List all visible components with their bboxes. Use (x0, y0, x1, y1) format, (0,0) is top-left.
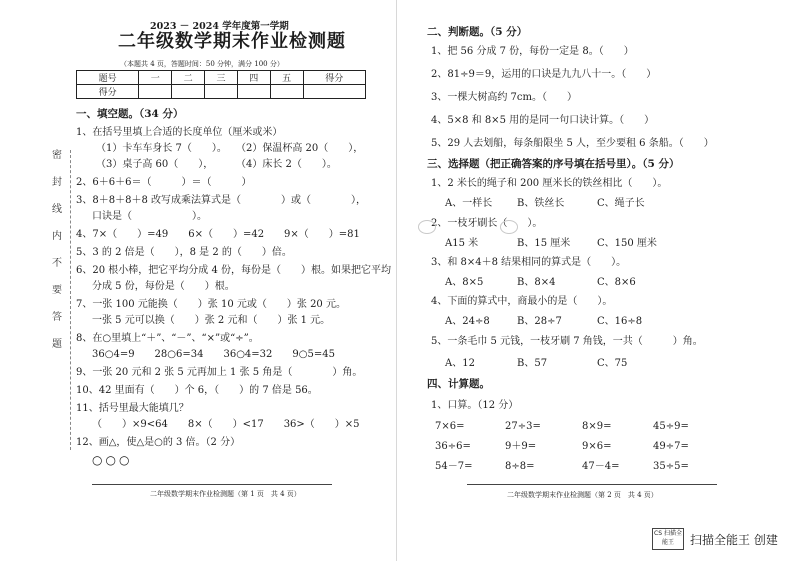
question-text: 4、5×8 和 8×5 用的是同一句口诀计算。（ ） (431, 115, 655, 126)
score-table (76, 70, 366, 99)
score-header-cell: 四 (237, 71, 270, 85)
question-text: （1）卡车车身长 7（ ）。 (96, 143, 227, 154)
binding-char: 要 (52, 285, 62, 296)
question-text: 36○4=9 28○6=34 36○4=32 9○5=45 (92, 349, 335, 360)
question-text: 10、42 里面有（ ）个 6，（ ）的 7 倍是 56。 (76, 385, 318, 396)
calc-item: 8×9= (582, 421, 612, 432)
calc-item: 9＋9= (505, 441, 537, 452)
binding-char: 密 (52, 150, 62, 161)
binding-char: 题 (52, 339, 62, 350)
score-cell (205, 85, 238, 99)
score-table-row (77, 85, 366, 99)
score-cell (270, 85, 303, 99)
binding-margin (44, 150, 71, 450)
page-footer: 二年级数学期末作业检测题（第 2 页 共 4 页） (507, 491, 658, 499)
question-text: 6、20 根小棒，把它平均分成 4 份，每份是（ ）根。如果把它平均 (76, 265, 391, 276)
question-text: 12、画△，使△是○的 3 倍。（2 分） (76, 437, 241, 448)
score-cell (237, 85, 270, 99)
question-text: （2）保温杯高 20（ ）， (236, 143, 364, 154)
footer-rule (92, 484, 332, 485)
question-text: 4、下面的算式中，商最小的是（ ）。 (431, 296, 613, 307)
question-text: 1、把 56 分成 7 份，每份一定是 8。（ ） (431, 46, 634, 57)
question-text: 2、81÷9＝9，运用的口诀是九九八十一。（ ） (431, 69, 657, 80)
score-cell (139, 85, 172, 99)
option-text: C、150 厘米 (597, 238, 657, 249)
question-text: 9、一张 20 元和 2 张 5 元再加上 1 张 5 角是（ ）角。 (76, 367, 363, 378)
binding-char: 封 (52, 177, 62, 188)
school-year: 2023 － 2024 学年度第一学期 (150, 21, 289, 32)
calc-item: 47－4= (582, 461, 620, 472)
question-text: 5、29 人去划船，每条船限坐 5 人，至少要租 6 条船。（ ） (431, 138, 714, 149)
question-text: 7、一张 100 元能换（ ）张 10 元或（ ）张 20 元。 (76, 299, 346, 310)
question-text: 3、8＋8＋8＋8 改写成乘法算式是（ ）或（ ）， (76, 195, 366, 206)
option-text: B、15 厘米 (517, 238, 571, 249)
watermark-label: 扫描全能王 创建 (690, 532, 778, 547)
option-text: A、一样长 (445, 198, 493, 209)
score-row-label: 得分 (77, 85, 139, 99)
question-text: 1、在括号里填上合适的长度单位（厘米或米） (76, 127, 283, 138)
score-header-cell: 二 (172, 71, 205, 85)
calc-item: 49÷7= (653, 441, 689, 452)
score-header-cell: 题号 (77, 71, 139, 85)
option-text: C、16÷8 (597, 316, 643, 327)
calc-item: 36÷6= (435, 441, 471, 452)
section-heading: 一、填空题。（34 分） (76, 108, 184, 120)
calc-item: 35÷5= (653, 461, 689, 472)
calc-item: 7×6= (435, 421, 465, 432)
binding-char: 线 (52, 204, 62, 215)
calc-item: 9×6= (582, 441, 612, 452)
score-cell (172, 85, 205, 99)
option-text: B、铁丝长 (517, 198, 565, 209)
option-text: A、8×5 (445, 277, 484, 288)
score-table-header (77, 71, 366, 85)
exam-title: 二年级数学期末作业检测题 (118, 31, 346, 52)
section-heading: 三、选择题（把正确答案的序号填在括号里）。（5 分） (427, 158, 680, 170)
question-text: 3、一棵大树高约 7cm。（ ） (431, 92, 577, 103)
score-cell (303, 85, 365, 99)
section-heading: 二、判断题。（5 分） (427, 26, 528, 38)
question-text: 一张 5 元可以换（ ）张 2 元和（ ）张 1 元。 (92, 315, 331, 326)
binding-char: 不 (52, 258, 62, 269)
question-text: （3）桌子高 60（ ）， (96, 159, 214, 170)
section-heading: 四、计算题。 (427, 378, 490, 390)
option-text: B、28÷7 (517, 316, 562, 327)
circle-shapes: ○○○ (92, 453, 133, 467)
question-text: 1、口算。（12 分） (431, 400, 519, 411)
score-header-cell: 一 (139, 71, 172, 85)
bleed-through-mark (500, 220, 518, 234)
option-text: B、8×4 (517, 277, 556, 288)
exam-subtitle: （本题共 4 页，答题时间：50 分钟，满分 100 分） (120, 60, 284, 68)
question-text: 2、6＋6＋6＝（ ）＝（ ） (76, 177, 252, 188)
scanner-logo-icon: CS 扫描全能王 (652, 528, 684, 550)
exam-page-2 (397, 0, 794, 561)
page-footer: 二年级数学期末作业检测题（第 1 页 共 4 页） (150, 490, 301, 498)
option-text: A、12 (445, 358, 475, 369)
question-text: 11、括号里最大能填几？ (76, 403, 189, 414)
footer-rule (467, 484, 717, 485)
question-text: 5、3 的 2 倍是（ ），8 是 2 的（ ）倍。 (76, 247, 292, 258)
binding-char: 内 (52, 231, 62, 242)
question-text: 分成 5 份，每份是（ ）根。 (92, 281, 235, 292)
calc-item: 27÷3= (505, 421, 541, 432)
option-text: A、24÷8 (445, 316, 490, 327)
question-text: 口诀是（ ）。 (92, 211, 207, 222)
question-text: 4、7×（ ）=49 6×（ ）=42 9×（ ）=81 (76, 229, 360, 240)
question-text: （ ）×9<64 8×（ ）<17 36>（ ）×5 (92, 419, 360, 430)
score-header-cell: 三 (205, 71, 238, 85)
option-text: B、57 (517, 358, 548, 369)
calc-item: 8÷8= (505, 461, 535, 472)
question-text: （4）床长 2（ ）。 (236, 159, 337, 170)
option-text: C、75 (597, 358, 628, 369)
calc-item: 45÷9= (653, 421, 689, 432)
question-text: 3、和 8×4＋8 结果相同的算式是（ ）。 (431, 257, 627, 268)
question-text: 5、一条毛巾 5 元钱，一枝牙刷 7 角钱，一共（ ）角。 (431, 336, 703, 347)
question-text: 8、在○里填上“＋”、“－”、“×”或“÷”。 (76, 333, 259, 344)
calc-item: 54－7= (435, 461, 473, 472)
option-text: C、8×6 (597, 277, 636, 288)
bleed-through-mark (418, 220, 436, 234)
score-header-cell: 五 (270, 71, 303, 85)
question-text: 2、一枝牙刷长（ ）。 (431, 218, 543, 229)
option-text: A15 米 (445, 238, 479, 249)
binding-char: 答 (52, 312, 62, 323)
question-text: 1、2 米长的绳子和 200 厘米长的铁丝相比（ ）。 (431, 178, 668, 189)
scanner-watermark (652, 526, 778, 552)
score-header-cell: 得分 (303, 71, 365, 85)
option-text: C、绳子长 (597, 198, 645, 209)
